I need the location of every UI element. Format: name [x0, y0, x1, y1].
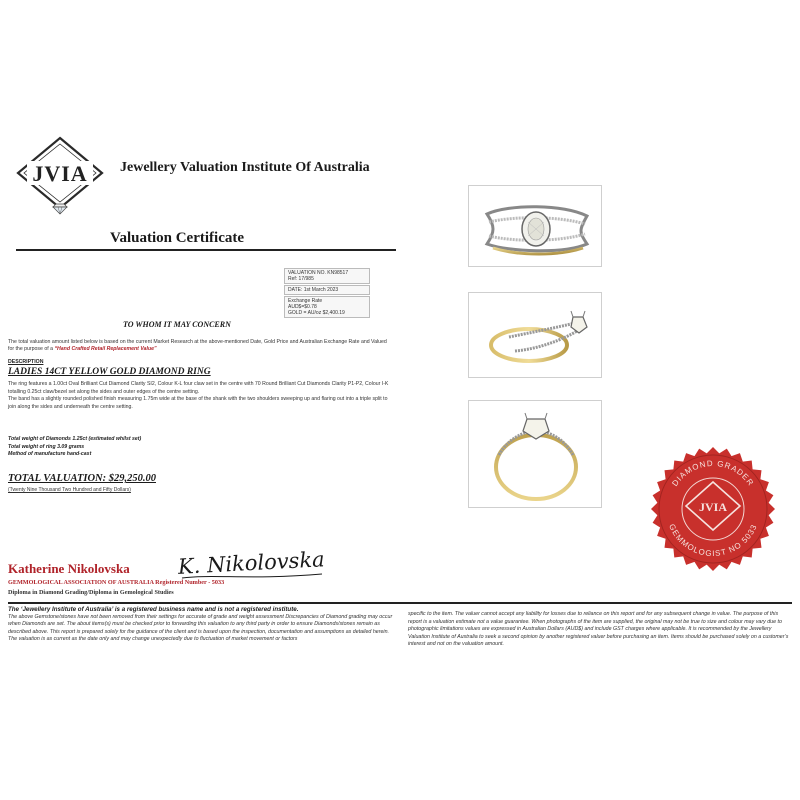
description-paragraph-2: The band has a slightly rounded polished finish measuring 1.75m wide at the base of the shank with the two shoulders sweeping up and flaring out into a triple split to join along the sides and underneath the centre setting. — [8, 396, 388, 410]
gemmological-association: GEMMOLOGICAL ASSOCIATION OF AUSTRALIA Registered Number - 5033 — [8, 579, 225, 586]
ring-photo-top-view — [468, 185, 602, 267]
weights-block — [8, 436, 308, 459]
date-cell — [284, 285, 370, 295]
disclaimer-left — [8, 606, 396, 644]
valuation-number: VALUATION NO. KN98517 — [288, 270, 349, 276]
footer-divider — [8, 602, 792, 604]
jvia-logo — [14, 135, 106, 220]
signature-text: K. Nikolovska — [177, 547, 326, 579]
description-paragraph-1: The ring features a 1.00ct Oval Brilliant Cut Diamond Clarity SI2, Colour K-L four claw set in the centre with 70 Round Brilliant Cut Diamonds Clarity P1-P2, Colour I-K totalling 0.25ct claw/bezel set along the sides and outer edges of the centre setting. — [8, 381, 389, 395]
valuation-purpose: “Hand Crafted Retail Replacement Value” — [54, 346, 157, 352]
description-label: DESCRIPTION — [8, 359, 44, 365]
disclaimer-left-text: The above Gemstone/stones have not been removed from their settings for accurate of grade and weight assessment Discrepancies of Diamond grading may occur when Diamonds are set. The about items(s) must be checked prior to forwarding this valuation to any third party in order to ensure Diamonds/stones remain as described above. This report is prepared solely for the guidance of the client and is based upon the inspection, documentation and assumptions as detailed herein. The valuation is as current as the date only and may change unexpectedly due to fluctuation of market movement or factors — [8, 613, 393, 643]
total-valuation-words: (Twenty Nine Thousand Two Hundred and Fifty Dollars) — [8, 487, 131, 493]
certificate-title: Valuation Certificate — [110, 230, 245, 246]
ring-photo-side-view — [468, 292, 602, 378]
valuer-diploma: Diploma in Diamond Grading/Diploma in Gemological Studies — [8, 589, 174, 596]
logo-text: JVIA — [32, 161, 88, 186]
total-valuation: TOTAL VALUATION: $29,250.00 — [8, 473, 156, 484]
seal-top-text: DIAMOND GRADER — [670, 458, 756, 488]
diamond-grader-seal — [648, 444, 778, 574]
valuer-name: Katherine Nikolovska — [8, 561, 130, 576]
valuation-number-cell — [284, 268, 370, 284]
exchange-rate-cell — [284, 296, 370, 318]
disclaimer-right: specific to the item. The valuer cannot accept any liability for losses due to reliance on this report and for any subsequent change in value. The purpose of this report is a valuation estimate not a value guarantee. When photographs of the item are supplied, the original may not be true to size and colour may vary due to photographic limitations values are expressed in Australian Dollars (AUD$) and include GST charges where applicable. It is recommended by the Jewellery Valuation Institute of Australia to seek a second opinion by another registered valuer before purchasing an item. Items should be purchased solely on a customer’s interest and not on the valuation amount. — [408, 611, 789, 648]
item-description — [8, 381, 396, 411]
seal-center-text: JVIA — [698, 500, 728, 514]
valuation-info-box — [284, 268, 370, 319]
manufacture-method: Method of manufacture hand-cast — [8, 451, 92, 458]
disclaimer-heading: The ‘Jewellery Institute of Australia’ is a registered business name and is not a registered institute. — [8, 606, 299, 613]
reference-number: Ref: 17/985 — [288, 276, 314, 282]
gold-rate: GOLD = AU/oz $2,400.19 — [288, 310, 345, 316]
item-title: LADIES 14CT YELLOW GOLD DIAMOND RING — [8, 367, 211, 377]
seal-bottom-text: GEMMOLOGIST NO 5033 — [667, 522, 759, 559]
valuation-date: DATE: 1st March 2023 — [288, 287, 339, 293]
ring-weight: Total weight of ring 3.09 grams — [8, 443, 85, 450]
exchange-rate-label: Exchange Rate — [288, 298, 323, 304]
diamond-weight: Total weight of Diamonds 1.25ct (estimated whilst set) — [8, 436, 142, 442]
salutation: TO WHOM IT MAY CONCERN — [123, 320, 231, 329]
intro-text: The total valuation amount listed below is based on the current Market Research at the above-mentioned Date, Gold Price and Australian Exchange Rate and Valued for the purpose of a — [8, 339, 387, 352]
aud-rate: AUD$=$0.78 — [288, 304, 317, 310]
ring-photo-front-view — [468, 400, 602, 508]
title-divider — [16, 249, 396, 251]
intro-paragraph — [8, 339, 393, 353]
diamond-icon — [53, 204, 67, 214]
institute-name: Jewellery Valuation Institute Of Australia — [120, 160, 370, 175]
